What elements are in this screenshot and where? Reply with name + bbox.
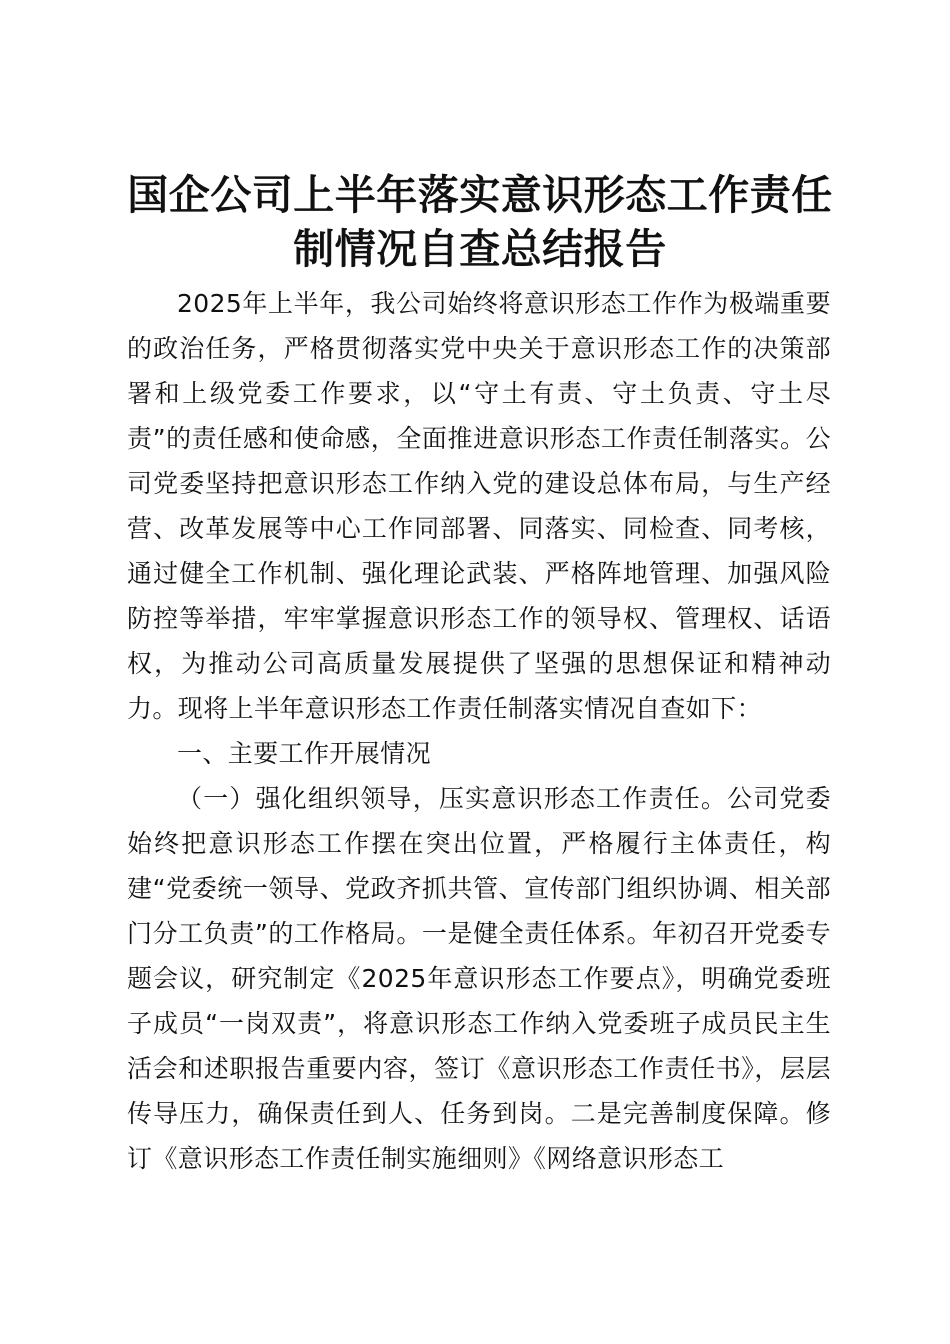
- paragraph-intro: 2025年上半年，我公司始终将意识形态工作作为极端重要的政治任务，严格贯彻落实党中央关于意识形态工作的决策部署和上级党委工作要求，以“守土有责、守土负责、守土尽责”的责任感和使命感，全面推进意识形态工作责任制落实。公司党委坚持把意识形态工作纳入党的建设总体布局，与生产经营、改革发展等中心工作同部署、同落实、同检查、同考核，通过健全工作机制、强化理论武装、严格阵地管理、加强风险防控等举措，牢牢掌握意识形态工作的领导权、管理权、话语权，为推动公司高质量发展提供了坚强的思想保证和精神动力。现将上半年意识形态工作责任制落实情况自查如下：: [127, 289, 831, 723]
- paragraph-section-1-1: （一）强化组织领导，压实意识形态工作责任。公司党委始终把意识形态工作摆在突出位置，严格履行主体责任，构建“党委统一领导、党政齐抓共管、宣传部门组织协调、相关部门分工负责”的工作格局。一是健全责任体系。年初召开党委专题会议，研究制定《2025年意识形态工作要点》，明确党委班子成员“一岗双责”，将意识形态工作纳入党委班子成员民主生活会和述职报告重要内容，签订《意识形态工作责任书》，层层传导压力，确保责任到人、任务到岗。二是完善制度保障。修订《意识形态工作责任制实施细则》《网络意识形态工: [127, 784, 831, 1173]
- section-heading-1: 一、主要工作开展情况: [177, 739, 432, 768]
- document-title: 国企公司上半年落实意识形态工作责任制情况自查总结报告: [127, 171, 833, 273]
- document-body: [127, 281, 831, 1181]
